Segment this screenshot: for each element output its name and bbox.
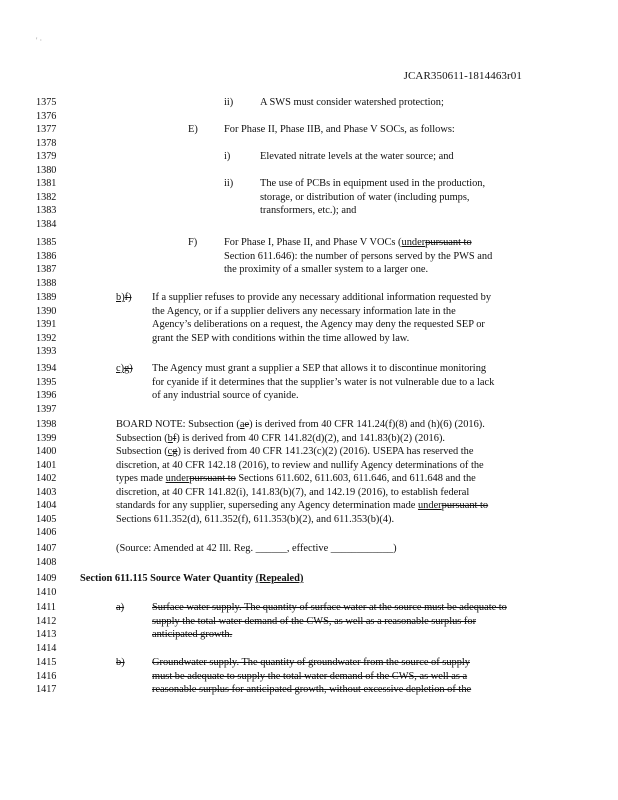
line-number: 1403 bbox=[36, 486, 57, 498]
line-number: 1393 bbox=[36, 346, 57, 357]
line-1383 bbox=[0, 204, 618, 217]
line-number: 1397 bbox=[36, 403, 57, 415]
item-label: a) bbox=[116, 602, 125, 613]
line-number: 1412 bbox=[36, 615, 57, 627]
line-number: 1390 bbox=[36, 305, 57, 317]
line-1380 bbox=[0, 164, 618, 177]
line-text: Agency’s deliberations on a request, the Agency may deny the requested SEP or bbox=[152, 319, 485, 330]
deleted-text: reasonable surplus for anticipated growth, without excessive depletion of the bbox=[152, 684, 472, 695]
line-number: 1408 bbox=[36, 556, 57, 568]
line-1384 bbox=[0, 218, 618, 231]
line-text: A SWS must consider watershed protection; bbox=[260, 97, 444, 108]
line-text: The Agency must grant a supplier a SEP that allows it to discontinue monitoring bbox=[152, 363, 487, 374]
line-text: of any industrial source of cyanide. bbox=[152, 390, 299, 401]
inserted-text: a bbox=[239, 419, 245, 430]
line-text: the proximity of a smaller system to a larger one. bbox=[224, 264, 429, 275]
line-1406 bbox=[0, 526, 618, 539]
line-text: grant the SEP with conditions within the time allowed by law. bbox=[152, 332, 410, 344]
line-1409 bbox=[0, 572, 618, 585]
line-1404 bbox=[0, 499, 618, 512]
item-label: i) bbox=[224, 151, 231, 162]
deleted-text: f) bbox=[124, 292, 132, 303]
line-text: For Phase II, Phase IIB, and Phase V SOCs, as follows: bbox=[224, 124, 455, 135]
line-1391 bbox=[0, 318, 618, 331]
line-1397 bbox=[0, 403, 618, 416]
deleted-text: g) bbox=[124, 363, 133, 374]
deleted-text: f bbox=[172, 432, 177, 444]
line-number: 1378 bbox=[36, 137, 57, 149]
line-number: 1410 bbox=[36, 586, 57, 598]
line-text bbox=[224, 236, 472, 249]
item-label bbox=[116, 291, 132, 304]
document-id: JCAR350611-1814463r01 bbox=[403, 70, 522, 82]
line-1408 bbox=[0, 556, 618, 569]
line-text bbox=[116, 445, 474, 458]
line-1376 bbox=[0, 110, 618, 123]
deleted-text: Groundwater supply. The quantity of groundwater from the source of supply bbox=[152, 657, 470, 668]
line-text: Sections 611.352(d), 611.352(f), 611.353(b)(2), and 611.353(b)(4). bbox=[116, 513, 395, 525]
item-label: F) bbox=[188, 237, 198, 248]
line-number: 1386 bbox=[36, 250, 57, 262]
source-note: (Source: Amended at 42 Ill. Reg. ______, effective ____________) bbox=[116, 543, 397, 554]
line-1414 bbox=[0, 642, 618, 655]
line-number: 1387 bbox=[36, 264, 57, 275]
line-text: Section 611.646): the number of persons served by the PWS and bbox=[224, 250, 493, 262]
line-1411 bbox=[0, 601, 618, 614]
line-number: 1401 bbox=[36, 459, 57, 471]
inserted-text: b bbox=[167, 432, 173, 444]
line-1402 bbox=[0, 472, 618, 485]
line-1407 bbox=[0, 542, 618, 555]
line-text: discretion, at 40 CFR 141.82(i), 141.83(b)(7), and 142.19 (2016), to establish federal bbox=[116, 486, 470, 498]
inserted-text: under bbox=[417, 500, 442, 511]
line-number: 1409 bbox=[36, 573, 57, 584]
inserted-text: (Repealed) bbox=[255, 573, 304, 584]
scan-specks: ' · bbox=[36, 36, 43, 45]
line-1385 bbox=[0, 236, 618, 249]
deleted-text: must be adequate to supply the total water demand of the CWS, as well as a bbox=[152, 670, 468, 682]
line-1413 bbox=[0, 628, 618, 641]
line-1405 bbox=[0, 513, 618, 526]
inserted-text: b) bbox=[116, 292, 125, 303]
text-plain: Subsection ( bbox=[116, 446, 168, 457]
deleted-text: pursuant to bbox=[425, 237, 472, 248]
line-1375 bbox=[0, 96, 618, 109]
line-1377 bbox=[0, 123, 618, 136]
line-1401 bbox=[0, 459, 618, 472]
line-number: 1406 bbox=[36, 527, 57, 538]
line-1386 bbox=[0, 250, 618, 263]
line-number: 1404 bbox=[36, 500, 57, 511]
text-plain: ) is derived from 40 CFR 141.23(c)(2) (2016). USEPA has reserved the bbox=[177, 446, 474, 457]
line-1403 bbox=[0, 486, 618, 499]
deleted-text: e bbox=[244, 419, 250, 430]
line-1389 bbox=[0, 291, 618, 304]
inserted-text: under bbox=[401, 237, 426, 248]
line-number: 1383 bbox=[36, 205, 57, 216]
line-1395 bbox=[0, 376, 618, 389]
line-text bbox=[116, 418, 485, 431]
line-1381 bbox=[0, 177, 618, 190]
item-label bbox=[116, 362, 133, 375]
line-1410 bbox=[0, 586, 618, 599]
line-text: If a supplier refuses to provide any necessary additional information requested by bbox=[152, 292, 492, 303]
line-number: 1413 bbox=[36, 629, 57, 640]
deleted-text: g bbox=[172, 446, 178, 457]
line-1412 bbox=[0, 615, 618, 628]
text-plain: ) is derived from 40 CFR 141.82(d)(2), and 141.83(b)(2) (2016). bbox=[176, 432, 446, 444]
deleted-text: pursuant to bbox=[441, 500, 489, 511]
line-1392 bbox=[0, 332, 618, 345]
line-text: The use of PCBs in equipment used in the production, bbox=[260, 178, 486, 189]
line-number: 1396 bbox=[36, 390, 57, 401]
text-plain: Section 611.115 Source Water Quantity bbox=[80, 573, 256, 584]
line-number: 1394 bbox=[36, 363, 57, 374]
line-text: discretion, at 40 CFR 142.18 (2016), to review and nullify Agency determinations of the bbox=[116, 459, 484, 471]
line-1400 bbox=[0, 445, 618, 458]
line-number: 1407 bbox=[36, 543, 57, 554]
text-plain: standards for any supplier, superseding any Agency determination made bbox=[116, 500, 418, 511]
line-number: 1376 bbox=[36, 110, 57, 122]
line-1387 bbox=[0, 263, 618, 276]
line-number: 1411 bbox=[36, 602, 56, 613]
text-plain: Subsection ( bbox=[116, 432, 168, 444]
deleted-text: Surface water supply. The quantity of surface water at the source must be adequate to bbox=[152, 602, 507, 613]
text-plain: Sections 611.602, 611.603, 611.646, and 611.648 and the bbox=[235, 473, 476, 484]
line-1417 bbox=[0, 683, 618, 696]
text-plain: ) is derived from 40 CFR 141.24(f)(8) and (h)(6) (2016). bbox=[249, 419, 485, 430]
line-number: 1417 bbox=[36, 684, 57, 695]
line-number: 1382 bbox=[36, 191, 57, 203]
line-1416 bbox=[0, 670, 618, 683]
item-label: ii) bbox=[224, 97, 234, 108]
line-text: storage, or distribution of water (including pumps, bbox=[260, 191, 470, 203]
line-number: 1391 bbox=[36, 319, 57, 330]
line-number: 1400 bbox=[36, 446, 57, 457]
line-text bbox=[116, 499, 488, 512]
text-plain: types made bbox=[116, 473, 166, 484]
line-number: 1379 bbox=[36, 151, 57, 162]
line-number: 1414 bbox=[36, 642, 57, 654]
line-text: for cyanide if it determines that the supplier’s water is not vulnerable due to a lack bbox=[152, 376, 495, 388]
line-1388 bbox=[0, 277, 618, 290]
line-text bbox=[116, 472, 476, 485]
line-number: 1384 bbox=[36, 218, 57, 230]
line-number: 1381 bbox=[36, 178, 57, 189]
line-text: Elevated nitrate levels at the water source; and bbox=[260, 151, 454, 162]
line-1382 bbox=[0, 191, 618, 204]
line-1396 bbox=[0, 389, 618, 402]
line-number: 1377 bbox=[36, 124, 57, 135]
text-plain: BOARD NOTE: Subsection ( bbox=[116, 419, 240, 430]
line-number: 1415 bbox=[36, 657, 57, 668]
line-number: 1416 bbox=[36, 670, 57, 682]
line-number: 1389 bbox=[36, 292, 57, 303]
deleted-text: anticipated growth. bbox=[152, 629, 233, 640]
line-1378 bbox=[0, 137, 618, 150]
inserted-text: c bbox=[167, 446, 173, 457]
line-number: 1388 bbox=[36, 277, 57, 289]
line-number: 1395 bbox=[36, 376, 57, 388]
line-number: 1385 bbox=[36, 237, 57, 248]
deleted-text: supply the total water demand of the CWS, as well as a reasonable surplus for bbox=[152, 615, 477, 627]
line-number: 1399 bbox=[36, 432, 57, 444]
line-number: 1380 bbox=[36, 164, 57, 176]
item-label: E) bbox=[188, 124, 198, 135]
line-text bbox=[116, 432, 445, 445]
line-number: 1398 bbox=[36, 419, 57, 430]
line-1379 bbox=[0, 150, 618, 163]
line-1415 bbox=[0, 656, 618, 669]
line-1394 bbox=[0, 362, 618, 375]
line-number: 1375 bbox=[36, 97, 57, 108]
item-label: ii) bbox=[224, 178, 234, 189]
line-number: 1405 bbox=[36, 513, 57, 525]
item-label: b) bbox=[116, 657, 125, 668]
line-text: the Agency, or if a supplier delivers any necessary information late in the bbox=[152, 305, 456, 317]
inserted-text: c) bbox=[116, 363, 125, 374]
line-number: 1392 bbox=[36, 332, 57, 344]
section-heading bbox=[80, 572, 303, 585]
line-text: transformers, etc.); and bbox=[260, 205, 357, 216]
deleted-text: pursuant to bbox=[189, 473, 236, 484]
line-1393 bbox=[0, 345, 618, 358]
text-plain: For Phase I, Phase II, and Phase V VOCs ( bbox=[224, 237, 402, 248]
line-number: 1402 bbox=[36, 473, 57, 484]
line-1390 bbox=[0, 305, 618, 318]
inserted-text: under bbox=[165, 473, 190, 484]
line-1398 bbox=[0, 418, 618, 431]
line-1399 bbox=[0, 432, 618, 445]
